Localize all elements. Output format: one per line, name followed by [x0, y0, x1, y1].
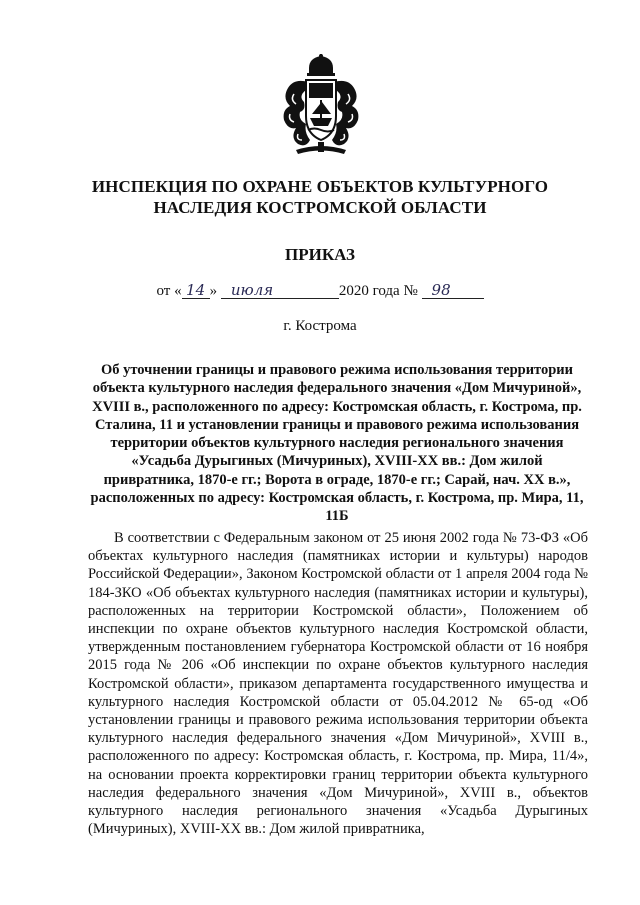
coat-of-arms-emblem: [276, 54, 366, 160]
date-prefix: от «: [156, 283, 182, 299]
city-name: г. Кострома: [283, 318, 357, 334]
order-day-handwritten: 14: [182, 282, 210, 299]
order-subject: Об уточнении границы и правового режима использования территории объекта культурного наследия федерального значения «Дом Мичуриной», XVIII в., расположенного по адресу: Костромская область, г. Кострома, пр. Сталина, 11 и установлении границы и правового режима использования территории объектов культурного наследия регионального значения «Усадьба Дурыгиных (Мичуриных), XVIII-XX вв.: Дом жилой привратника, 1870-е гг.; Ворота в ограде, 1870-е гг.; Сарай, нач. XX в.», расположенных по адресу: Костромская область, г. Кострома, пр. Мира, 11, 11Б: [90, 362, 584, 525]
document-type-heading: ПРИКАЗ: [285, 245, 355, 264]
order-number-handwritten: 98: [422, 282, 484, 299]
date-mid: »: [209, 283, 221, 299]
date-year-text: 2020 года №: [338, 283, 418, 299]
order-month-handwritten: июля: [221, 282, 339, 299]
order-body-paragraph: В соответствии с Федеральным законом от 25 июня 2002 года № 73-ФЗ «Об объектах культурного наследия (памятниках истории и культуры) народов Российской Федерации», Законом Костромской области от 1 апреля 2004 года № 184-ЗКО «Об объектах культурного наследия (памятниках истории и культуры), расположенных на территории Костромской области», Положением об инспекции по охране объектов культурного наследия Костромской области, утвержденным постановлением губернатора Костромской области от 16 ноября 2015 года № 206 «Об инспекции по охране объектов культурного наследия Костромской области», приказом департамента государственного имущества и культурного наследия Костромской области от 05.04.2012 № 65-од «Об установлении границы и правового режима использования территории объекта культурного наследия федерального значения «Дом Мичуриной», XVIII в., расположенного по адресу: Костромская область, г. Кострома, пр. Мира, 11/4», на основании проекта корректировки границ территории объекта культурного наследия федерального значения «Дом Мичуриной», XVIII в., объектов культурного наследия регионального значения «Усадьба Дурыгиных (Мичуриных), XVIII-XX вв.: Дом жилой привратника,: [88, 530, 588, 838]
organization-name: ИНСПЕКЦИЯ ПО ОХРАНЕ ОБЪЕКТОВ КУЛЬТУРНОГО НАСЛЕДИЯ КОСТРОМСКОЙ ОБЛАСТИ: [91, 177, 549, 217]
order-date-number-line: [0, 282, 640, 300]
